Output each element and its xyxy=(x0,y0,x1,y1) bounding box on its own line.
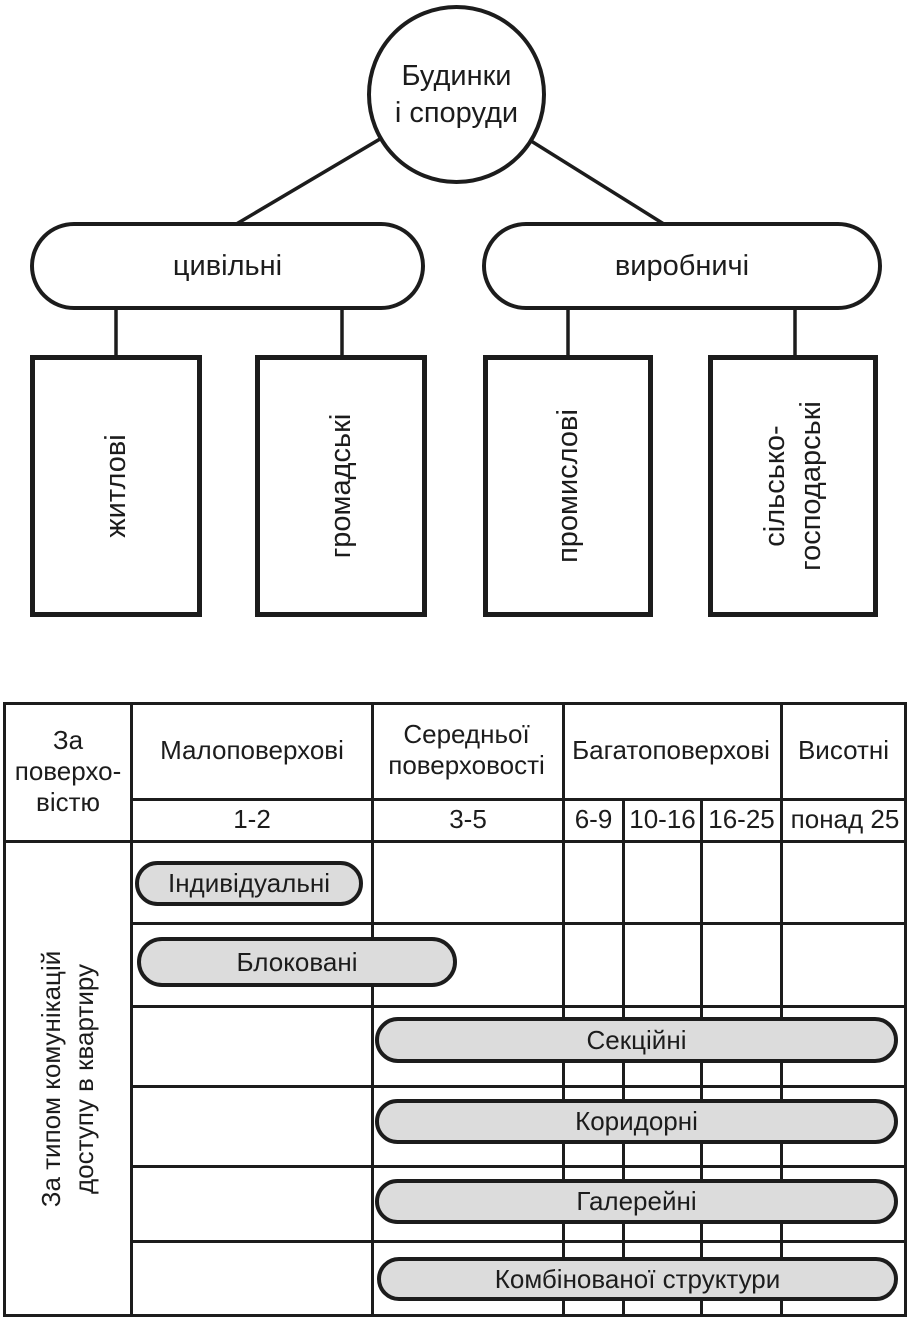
leaf-agricultural-label xyxy=(757,401,829,571)
corner-line3: вістю xyxy=(36,786,100,817)
range-16-25-label: 16-25 xyxy=(708,803,775,834)
range-3-5-label: 3-5 xyxy=(449,803,487,834)
side-header-text xyxy=(35,950,101,1206)
leaf-agricultural xyxy=(708,355,878,617)
col-header-multi-storey-label: Багатоповерхові xyxy=(572,734,770,765)
col-header-mid-rise-line2: поверховості xyxy=(388,750,545,780)
corner-header-by-storeys xyxy=(6,705,130,837)
pill-corridor xyxy=(375,1099,898,1144)
leaf-agricultural-line2: господарські xyxy=(795,401,827,571)
col-header-high-rise xyxy=(780,702,907,798)
pill-individual xyxy=(135,861,363,906)
pill-corridor-label: Коридорні xyxy=(575,1106,698,1136)
range-over-25 xyxy=(783,798,907,840)
root-node-line2: і споруди xyxy=(394,96,519,129)
branch-civil-label: цивільні xyxy=(172,249,283,282)
col-header-high-rise-label: Висотні xyxy=(797,734,890,765)
grid-hline xyxy=(130,1240,907,1243)
range-6-9 xyxy=(565,798,622,840)
branch-civil xyxy=(30,222,425,310)
range-over-25-label: понад 25 xyxy=(790,803,900,834)
col-header-mid-rise-line1: Середньої xyxy=(403,719,530,749)
range-1-2-label: 1-2 xyxy=(233,803,271,834)
leaf-residential xyxy=(30,355,202,617)
grid-hline xyxy=(130,922,907,925)
side-header-access-type xyxy=(6,843,130,1314)
pill-gallery-label: Галерейні xyxy=(576,1186,697,1216)
pill-combined-structure-label: Комбінованої структури xyxy=(494,1263,781,1294)
leaf-residential-label: житлові xyxy=(100,434,132,538)
pill-blocked-label: Блоковані xyxy=(236,946,358,977)
grid-hline xyxy=(130,1085,907,1088)
pill-sectional xyxy=(375,1017,898,1063)
leaf-manufacturing xyxy=(483,355,653,617)
col-header-multi-storey xyxy=(562,702,780,798)
pill-combined-structure xyxy=(377,1257,898,1301)
range-16-25 xyxy=(703,798,780,840)
root-node-buildings xyxy=(367,5,546,184)
root-node-line1: Будинки xyxy=(401,59,512,92)
range-1-2 xyxy=(133,798,371,840)
grid-hline xyxy=(3,840,907,843)
range-6-9-label: 6-9 xyxy=(574,803,613,834)
pill-gallery xyxy=(375,1179,898,1224)
leaf-agricultural-line1: сільсько- xyxy=(759,425,791,547)
side-header-line1: За типом комунікацій xyxy=(36,950,66,1207)
grid-hline xyxy=(130,1005,907,1008)
col-header-mid-rise xyxy=(371,702,562,798)
corner-line2: поверхо- xyxy=(14,755,122,786)
pill-sectional-label: Секційні xyxy=(586,1024,687,1055)
range-10-16-label: 10-16 xyxy=(629,803,696,834)
col-header-low-rise xyxy=(133,702,371,798)
pill-individual-label: Індивідуальні xyxy=(167,868,331,898)
leaf-public xyxy=(255,355,427,617)
corner-line1: За xyxy=(52,724,84,755)
side-header-line2: доступу в квартиру xyxy=(69,963,99,1194)
range-10-16 xyxy=(625,798,700,840)
grid-hline xyxy=(130,1165,907,1168)
branch-industrial xyxy=(482,222,882,310)
leaf-public-label: громадські xyxy=(325,413,357,559)
range-3-5 xyxy=(374,798,562,840)
leaf-manufacturing-label: промислові xyxy=(552,409,584,563)
col-header-low-rise-label: Малоповерхові xyxy=(160,734,344,765)
branch-industrial-label: виробничі xyxy=(614,249,750,282)
pill-blocked xyxy=(137,937,457,987)
